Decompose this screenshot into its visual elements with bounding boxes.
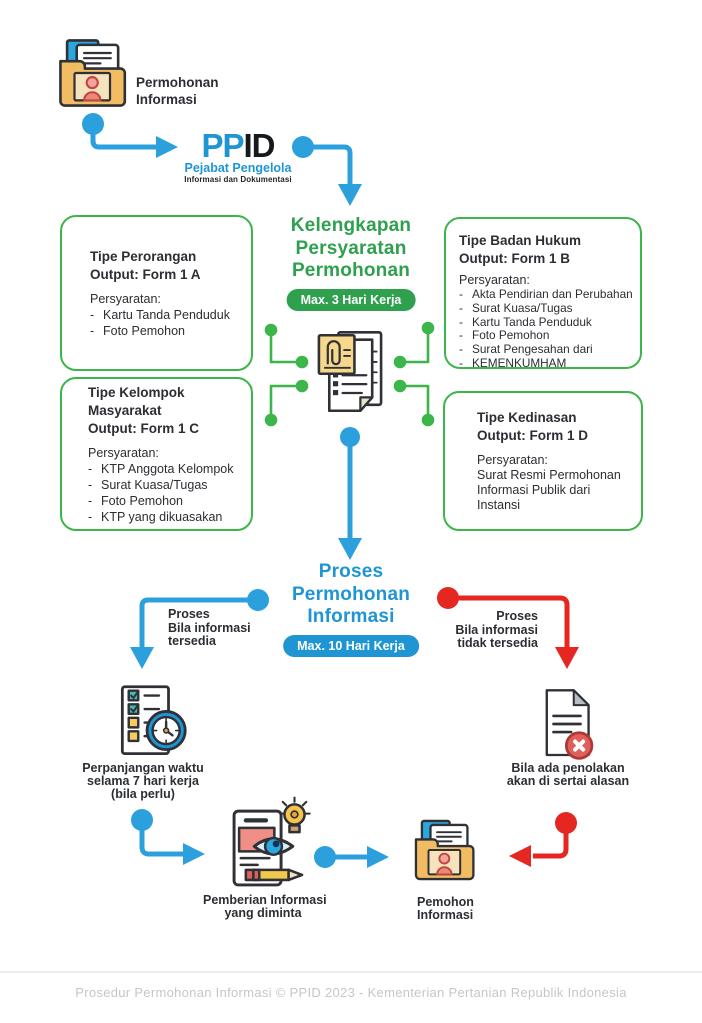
requirement-item: - Kartu Tanda Penduduk	[90, 307, 230, 322]
arrow-rejection-to-requester	[509, 812, 577, 867]
folder-user-icon	[412, 818, 478, 882]
requester-bottom-label: Pemohon Informasi	[417, 895, 474, 922]
requirements-label: Persyaratan:	[459, 273, 530, 287]
ppid-acronym-pp: PP	[201, 127, 244, 164]
box-title: Tipe Kedinasan Output: Form 1 D	[477, 410, 588, 443]
box-title: Tipe Kelompok Masyarakat Output: Form 1 C	[88, 384, 199, 436]
title-line: Permohonan	[291, 260, 411, 281]
title-line: Informasi	[307, 606, 395, 627]
documents-paperclip-icon	[313, 329, 387, 417]
requirement-item: - KTP Anggota Kelompok	[88, 461, 234, 476]
requirement-item: - Akta Pendirian dan Perubahan	[459, 287, 633, 301]
delivery-label: Pemberian Informasi yang diminta	[203, 893, 327, 920]
box-title: Tipe Badan Hukum Output: Form 1 B	[459, 233, 582, 266]
box-tipe-badan-hukum	[444, 217, 642, 369]
stage1-badge: Max. 3 Hari Kerja	[287, 289, 416, 311]
branch-unavailable-label: Proses Bila informasi tidak tersedia	[455, 609, 538, 650]
requirement-item: - KEMENKUMHAM	[459, 355, 567, 370]
stage2-badge: Max. 10 Hari Kerja	[283, 635, 419, 657]
connector-box-kedinasan	[394, 380, 435, 427]
requirement-text: Informasi Publik dari	[477, 483, 591, 497]
requester-top-label	[136, 74, 219, 108]
box-tipe-kelompok-masyarakat	[60, 377, 253, 531]
requirement-item: - Surat Kuasa/Tugas	[459, 300, 573, 315]
requirement-item: - KTP yang dikuasakan	[88, 509, 223, 524]
box-tipe-perorangan	[60, 215, 253, 371]
requirement-item: - Foto Pemohon	[459, 328, 550, 343]
arrow-extension-to-delivery	[131, 809, 205, 865]
stage2-title	[241, 561, 461, 629]
document-rejected-icon	[536, 686, 598, 762]
requirement-item: - Surat Kuasa/Tugas	[88, 477, 208, 492]
requirement-item: - Foto Pemohon	[90, 323, 185, 338]
title-line: Permohonan	[291, 583, 411, 605]
checklist-clock-icon	[108, 684, 194, 758]
label-line: Permohonan	[136, 75, 219, 90]
connector-box-kelompok	[265, 380, 309, 427]
requirement-item: - Kartu Tanda Penduduk	[459, 314, 592, 329]
connector-box-badan-hukum	[394, 322, 435, 369]
connector-box-perorangan	[265, 324, 309, 369]
information-delivery-icon	[224, 796, 318, 890]
folder-user-icon	[56, 37, 130, 109]
requirements-label: Persyaratan:	[90, 291, 161, 306]
ppid-subtitle-2: Informasi dan Dokumentasi	[184, 175, 292, 184]
footer-credit: Prosedur Permohonan Informasi © PPID 2023 - Kementerian Pertanian Republik Indonesia	[75, 985, 627, 1000]
label-line: Informasi	[136, 92, 197, 107]
title-line: Proses	[318, 561, 384, 582]
ppid-subtitle-1: Pejabat Pengelola	[184, 161, 292, 175]
title-line: Persyaratan	[295, 237, 407, 259]
rejection-label: Bila ada penolakan akan di sertai alasan	[506, 761, 630, 788]
requirements-label: Persyaratan:	[88, 445, 159, 460]
requirement-item: - Surat Pengesahan dari	[459, 342, 593, 357]
branch-available-label: Proses Bila informasi tersedia	[168, 607, 251, 648]
requirement-text: Surat Resmi Permohonan	[477, 468, 621, 482]
box-title: Tipe Perorangan Output: Form 1 A	[90, 248, 201, 282]
box-tipe-kedinasan	[443, 391, 643, 531]
requirements-label: Persyaratan:	[477, 453, 548, 467]
arrow-delivery-to-requester	[314, 846, 389, 868]
requirement-text: Instansi	[477, 498, 521, 512]
requirement-item: - Foto Pemohon	[88, 493, 183, 508]
stage1-title	[241, 215, 461, 283]
arrow-ppid-to-stage1	[292, 136, 362, 206]
footer-divider	[0, 971, 702, 973]
extension-label: Perpanjangan waktu selama 7 hari kerja (bila perlu)	[82, 761, 204, 801]
arrow-requester-to-ppid	[82, 113, 178, 158]
arrow-submission-to-stage2	[338, 427, 362, 560]
title-line: Kelengkapan	[290, 215, 412, 236]
ppid-logo	[178, 127, 298, 185]
ppid-acronym	[178, 127, 298, 164]
ppid-acronym-id: ID	[243, 127, 275, 164]
